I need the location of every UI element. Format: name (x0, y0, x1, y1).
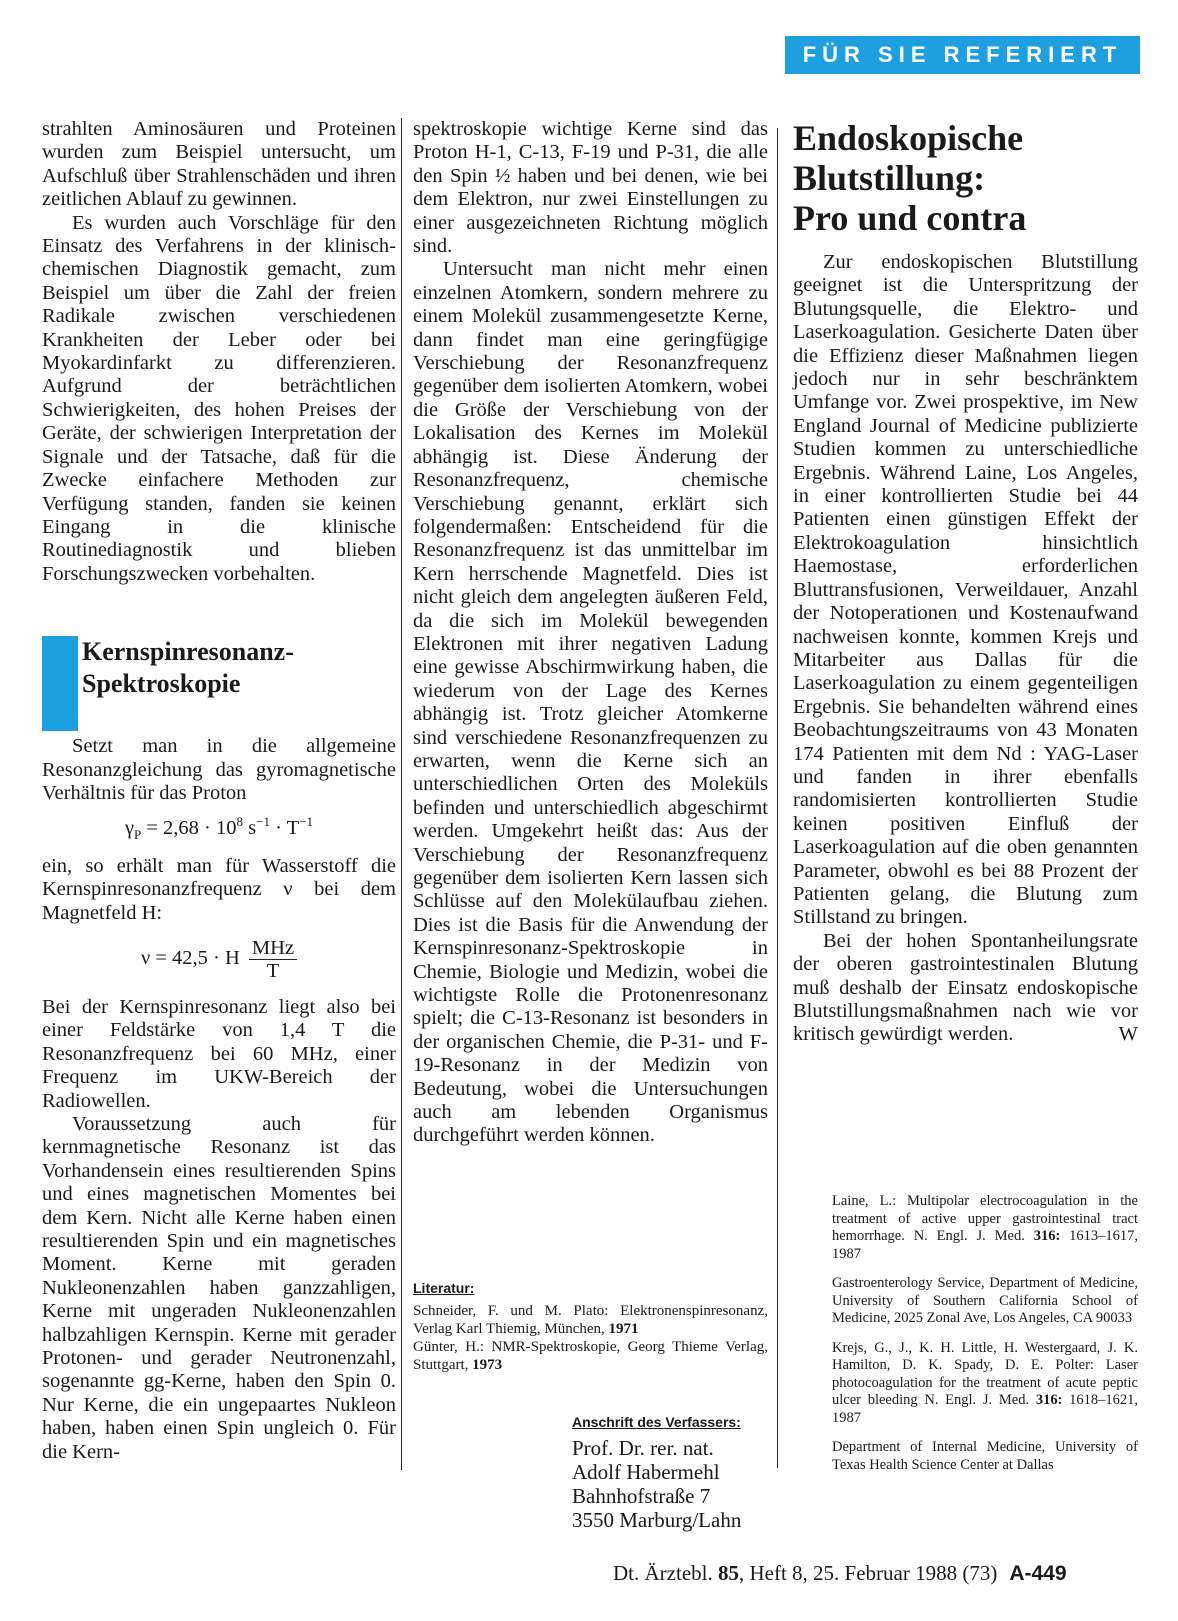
reference-volume: 316: (1033, 1228, 1061, 1244)
subheading-accent-bar (42, 636, 78, 731)
paragraph: Es wurden auch Vorschläge für den Einsatz des Verfahrens in der klinisch-chemischen Diagnostik gemacht, zum Beispiel um über die Zahl der freien Radikale zwischen verschiedenen Krankheiten der Leber oder bei Myokardinfarkt zu differenzieren. Aufgrund der beträchtlichen Schwierigkeiten, des hohen Preises der Geräte, der schwierigen Interpretation der Signale und der Tatsache, daß für die Zwecke einfachere Methoden zur Verfügung standen, fanden sie keinen Eingang in die klinische Routinediagnostik und blieben Forschungszwecken vorbehalten. (42, 211, 396, 585)
literature-section (413, 1279, 768, 1374)
formula-subscript: P (134, 827, 142, 843)
title-line: Blutstillung: (793, 158, 986, 198)
article-title (793, 118, 1138, 238)
reference-volume: 316: (1035, 1392, 1063, 1408)
formula-exponent: 8 (236, 814, 244, 830)
subheading-block (42, 636, 396, 731)
literature-heading: Literatur: (413, 1280, 475, 1296)
journal-volume: 85 (717, 1561, 739, 1585)
paragraph: Voraussetzung auch für kernmagnetische Resonanz ist das Vorhandensein eines resultierenden Spins und eines magnetischen Momentes bei dem Kern. Nicht alle Kerne haben einen resultierenden Spin und ein magnetisches Moment. Kerne mit geraden Nukleonenzahlen haben ganzzahligen, Kerne mit ungeraden Nukleonenzahlen halbzahligen Kernspin. Kerne mit gerader Protonen- und gerader Neutronenzahl, sogenannte gg-Kerne, haben den Spin 0. Nur Kerne, die ein ungepaartes Nukleon haben, haben einen Spin ungleich 0. Für die Kern- (42, 1113, 396, 1463)
paragraph: Zur endoskopischen Blutstillung geeignet ist die Unterspritzung der Blutungsquelle, die Elektro- und Laserkoagulation. Gesicherte Daten über die Effizienz dieser Maßnahmen liegen jedoch nur in sehr beschränktem Umfange vor. Zwei prospektive, im New England Journal of Medicine publizierte Studien kommen zu unterschiedliche Ergebnis. Während Laine, Los Angeles, in einer kontrollierten Studie bei 44 Patienten einen günstigen Effekt der Elektrokoagulation hinsichtlich Haemostase, erforderlichen Bluttransfusionen, Verweildauer, Anzahl der Notoperationen und Kostenaufwand nachweisen konnte, kommen Krejs und Mitarbeiter aus Dallas für die Laserkoagulation zu einem gegenteiligen Ergebnis. Sie behandelten während eines Beobachtungszeitraums von 43 Monaten 174 Patienten mit dem Nd : YAG-Laser und fanden in ihrer ebenfalls randomisierten kontrollierten Studie keinen positiven Einfluß der Laserkoagulation auf die oben genannten Parameter, obwohl es bei 88 Prozent der Patienten gelang, die Blutung zum Stillstand zu bringen. (793, 251, 1138, 929)
section-banner: FÜR SIE REFERIERT (785, 36, 1140, 74)
literature-text: Günter, H.: NMR-Spektroskopie, Georg Thieme Verlag, Stuttgart, (413, 1339, 768, 1373)
reference-item (832, 1340, 1138, 1428)
reference-item: Gastroenterology Service, Department of Medicine, University of Southern California School of Medicine, 2025 Zonal Ave, Los Angeles, CA 90033 (832, 1275, 1138, 1326)
paragraph: strahlten Aminosäuren und Proteinen wurden zum Beispiel untersucht, um Aufschluß über Strahlenschäden und ihren zeitlichen Ablauf zu gewinnen. (42, 118, 396, 211)
subheading-line: Spektroskopie (82, 669, 241, 699)
paragraph: ein, so erhält man für Wasserstoff die Kernspinresonanzfrequenz ν bei dem Magnetfeld H: (42, 854, 396, 924)
issue-info: , Heft 8, 25. Februar 1988 (73) (738, 1561, 998, 1585)
paragraph: Untersucht man nicht mehr einen einzelnen Atomkern, sondern mehrere zu einem Molekül zusammengesetzte Kerne, dann findet man eine geringfügige Verschiebung der Resonanzfrequenz gegenüber dem isolierten Atomkern, wobei die Größe der Verschiebung von der Lokalisation des Kernes im Molekül abhängig ist. Diese Änderung der Resonanzfrequenz, chemische Verschiebung genannt, erklärt sich folgendermaßen: Entscheidend für die Resonanzfrequenz ist das unmittelbar im Kern herrschende Magnetfeld. Dies ist nicht gleich dem angelegten äußeren Feld, da die sich im Molekül bewegenden Elektronen mit ihrer negativen Ladung eine gewisse Abschirmwirkung haben, die wiederum von der Lage des Kernes abhängig ist. Trotz gleicher Atomkerne sind verschiedene Resonanzfrequenzen zu erwarten, wenn die Kerne sich an unterschiedlichen Orten des Moleküls befinden und unterschiedlich abgeschirmt werden. Umgekehrt heißt das: Aus der Verschiebung der Resonanzfrequenz gegenüber dem isolierten Kern lassen sich Schlüsse auf den Molekülaufbau ziehen. Dies ist die Basis für die Anwendung der Kernspinresonanz-Spektroskopie in Chemie, Biologie und Medizin, wobei die wichtigste Rolle die Protonenresonanz spielt; die C-13-Resonanz ist besonders in der organischen Chemie, die P-31- und F-19-Resonanz in der Medizin von Bedeutung, wobei die Untersuchungen auch am lebenden Organismus durchgeführt werden können. (413, 258, 768, 1147)
literature-item (413, 1302, 768, 1338)
author-address (572, 1414, 772, 1532)
paragraph (793, 930, 1138, 1047)
title-line: Pro und contra (793, 198, 1027, 238)
column-3 (793, 251, 1138, 1047)
column-divider (777, 128, 778, 1468)
gyromagnetic-formula (42, 814, 396, 843)
formula-part: = 2,68 · 10 (141, 817, 237, 840)
paragraph: spektroskopie wichtige Kerne sind das Proton H-1, C-13, F-19 und P-31, die alle den Spin ½ haben und bei denen, wie bei dem Elektron, nur zwei Einstellungen zu einer ausgezeichneten Richtung möglich sind. (413, 118, 768, 258)
author-signature: W (1118, 1023, 1138, 1046)
address-heading: Anschrift des Verfassers: (572, 1414, 741, 1430)
references (832, 1193, 1138, 1486)
reference-item: Department of Internal Medicine, University of Texas Health Science Center at Dallas (832, 1439, 1138, 1473)
address-line: Prof. Dr. rer. nat. (572, 1436, 714, 1460)
title-line: Endoskopische (793, 118, 1024, 158)
fraction-denominator: T (266, 959, 280, 982)
formula-fraction (249, 937, 297, 982)
literature-year: 1973 (472, 1357, 503, 1373)
reference-pages: 1613–1617, 1987 (832, 1228, 1139, 1262)
column-2 (413, 118, 768, 1148)
column-1 (42, 118, 396, 1464)
formula-part: γ (124, 817, 135, 840)
paragraph: Bei der Kernspinresonanz liegt also bei einer Feldstärke von 1,4 T die Resonanzfrequenz bei 60 MHz, einer Frequenz im UKW-Bereich der Radiowellen. (42, 995, 396, 1112)
page-footer (613, 1561, 1067, 1586)
literature-year: 1971 (608, 1321, 639, 1337)
literature-item (413, 1338, 768, 1374)
column-divider (401, 118, 402, 1470)
paragraph: Setzt man in die allgemeine Resonanzgleichung das gyromagnetische Verhältnis für das Proton (42, 735, 396, 804)
address-line: Adolf Habermehl (572, 1460, 720, 1484)
frequency-formula (42, 937, 396, 982)
paragraph-text: Bei der hohen Spontanheilungsrate der oberen gastrointestinalen Blutung muß deshalb der Einsatz endoskopische Blutstillungsmaßnahmen nach wie vor kritisch gewürdigt werden. (793, 929, 1138, 1046)
page-number: A-449 (1009, 1562, 1067, 1585)
reference-item (832, 1193, 1138, 1263)
address-line: Bahnhofstraße 7 (572, 1484, 711, 1508)
journal-name: Dt. Ärztebl. (613, 1561, 713, 1585)
subheading-line: Kernspinresonanz- (82, 637, 294, 667)
literature-text: Schneider, F. und M. Plato: Elektronenspinresonanz, Verlag Karl Thiemig, München, (413, 1303, 768, 1337)
formula-exponent: −1 (299, 814, 314, 830)
formula-part: ν = 42,5 · H (140, 947, 240, 970)
reference-pages: 1618–1621, 1987 (832, 1392, 1138, 1426)
reference-text: Laine, L.: Multipolar electrocoagulation in the treatment of active upper gastrointestinal tract hemorrhage. N. Engl. J. Med. (832, 1193, 1138, 1244)
formula-part: s (243, 817, 257, 840)
formula-part: · T (269, 817, 300, 840)
fraction-numerator: MHz (249, 937, 297, 960)
address-line: 3550 Marburg/Lahn (572, 1508, 742, 1532)
subheading (82, 636, 402, 700)
reference-text: Krejs, G., J., K. H. Little, H. Westergaard, J. K. Hamilton, D. K. Spady, D. E. Polter: Laser photocoagulation for the treatment of acute peptic ulcer bleeding N. Engl. J. Med. (832, 1339, 1138, 1408)
formula-exponent: −1 (256, 814, 270, 830)
